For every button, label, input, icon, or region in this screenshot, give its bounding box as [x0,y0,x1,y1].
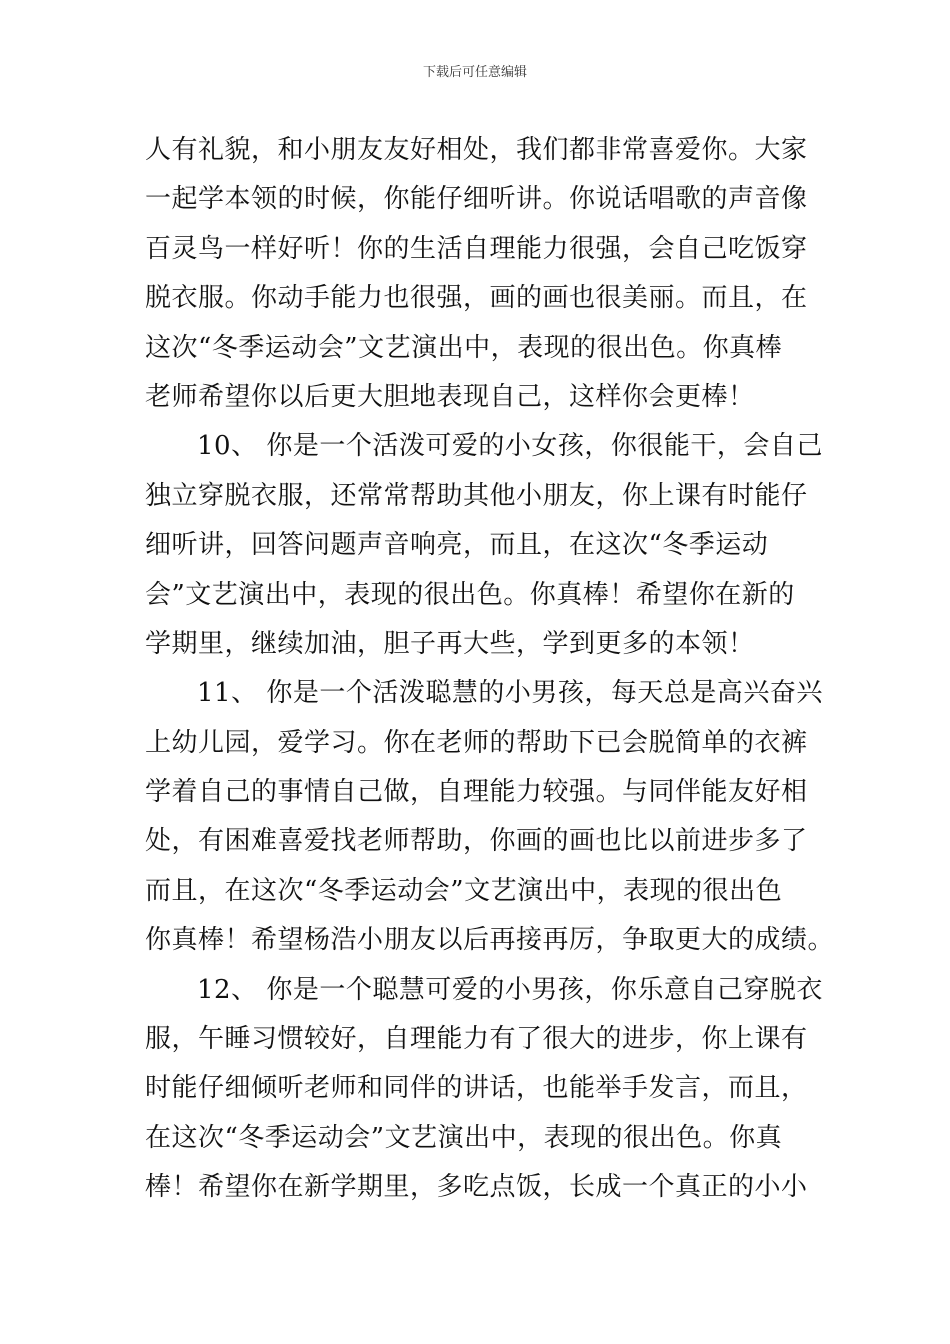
text-line: 10、 你是一个活泼可爱的小女孩，你很能干，会自己 [197,431,823,462]
text-line: 这次“冬季运动会”文艺演出中，表现的很出色。你真棒 [145,332,783,363]
text-line: 时能仔细倾听老师和同伴的讲话，也能举手发言，而且， [145,1073,808,1104]
text-line: 百灵鸟一样好听！你的生活自理能力很强，会自己吃饭穿 [145,233,808,264]
text-line: 上幼儿园，爱学习。你在老师的帮助下已会脱简单的衣裤 [145,727,808,758]
text-line: 服，午睡习惯较好，自理能力有了很大的进步，你上课有 [145,1024,808,1055]
text-line: 人有礼貌，和小朋友友好相处，我们都非常喜爱你。大家 [145,135,808,165]
text-line: 独立穿脱衣服，还常常帮助其他小朋友，你上课有时能仔 [145,480,808,511]
text-line: 棒！希望你在新学期里，多吃点饭，长成一个真正的小小 [145,1172,808,1203]
text-line: 而且，在这次“冬季运动会”文艺演出中，表现的很出色 [145,875,783,906]
text-line: 一起学本领的时候，你能仔细听讲。你说话唱歌的声音像 [145,184,808,215]
text-line: 老师希望你以后更大胆地表现自己，这样你会更棒！ [145,381,755,412]
text-line: 细听讲，回答问题声音响亮，而且，在这次“冬季运动 [145,530,769,561]
text-line: 在这次“冬季运动会”文艺演出中，表现的很出色。你真 [145,1122,783,1153]
text-line: 学期里，继续加油，胆子再大些，学到更多的本领！ [145,628,755,659]
document-body [145,126,835,1213]
text-line: 脱衣服。你动手能力也很强，画的画也很美丽。而且，在 [145,283,808,314]
text-line: 处，有困难喜爱找老师帮助，你画的画也比以前进步多了 [145,826,808,857]
text-line: 学着自己的事情自己做，自理能力较强。与同伴能友好相 [145,777,808,808]
page-header: 下载后可任意编辑 [422,65,527,80]
text-line: 会”文艺演出中，表现的很出色。你真棒！希望你在新的 [145,579,795,610]
text-line: 11、 你是一个活泼聪慧的小男孩，每天总是高兴奋兴 [197,678,823,709]
text-line: 你真棒！希望杨浩小朋友以后再接再厉，争取更大的成绩。 [145,925,835,956]
text-line: 12、 你是一个聪慧可爱的小男孩，你乐意自己穿脱衣 [197,974,823,1005]
